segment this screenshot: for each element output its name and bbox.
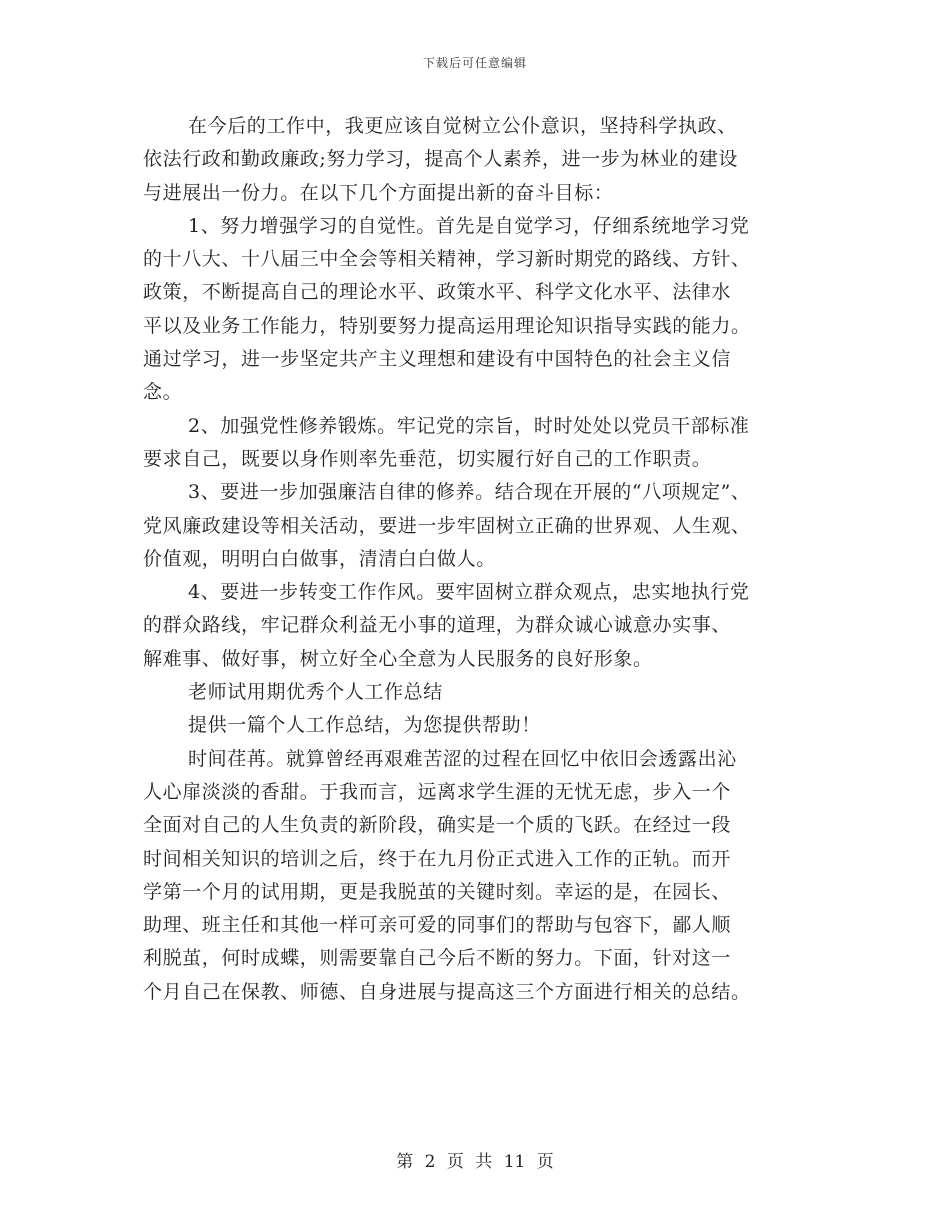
text-line: 政策，不断提高自己的理论水平、政策水平、科学文化水平、法律水 xyxy=(143,281,732,304)
text-line: 利脱茧，何时成蝶，则需要靠自己今后不断的努力。下面，针对这一 xyxy=(143,947,732,970)
text-line: 1、努力增强学习的自觉性。首先是自觉学习，仔细系统地学习党 xyxy=(188,214,750,237)
page-footer xyxy=(0,1147,950,1172)
text-line: 的十八大、十八届三中全会等相关精神，学习新时期党的路线、方针、 xyxy=(143,248,751,271)
text-line: 的群众路线，牢记群众利益无小事的道理，为群众诚心诚意办实事、 xyxy=(143,614,732,637)
section-title: 老师试用期优秀个人工作总结 xyxy=(188,681,443,704)
text-line: 价值观，明明白白做事，清清白白做人。 xyxy=(143,547,496,570)
text-line: 时间相关知识的培训之后，终于在九月份正式进入工作的正轨。而开 xyxy=(143,847,732,870)
text-line: 时间荏苒。就算曾经再艰难苦涩的过程在回忆中依旧会透露出沁 xyxy=(188,747,737,770)
text-line: 在今后的工作中，我更应该自觉树立公仆意识，坚持科学执政、 xyxy=(188,115,737,137)
text-line: 4、要进一步转变工作作风。要牢固树立群众观点，忠实地执行党 xyxy=(188,581,750,604)
footer-total-word: 共 xyxy=(475,1152,493,1172)
text-line: 全面对自己的人生负责的新阶段，确实是一个质的飞跃。在经过一段 xyxy=(143,814,732,837)
text-line: 与进展出一份力。在以下几个方面提出新的奋斗目标： xyxy=(143,181,614,204)
text-line: 解难事、做好事，树立好全心全意为人民服务的良好形象。 xyxy=(143,647,653,670)
text-line: 个月自己在保教、师德、自身进展与提高这三个方面进行相关的总结。 xyxy=(143,980,751,1003)
text-line: 通过学习，进一步坚定共产主义理想和建设有中国特色的社会主义信 xyxy=(143,348,732,371)
current-page-number: 2 xyxy=(424,1152,436,1172)
text-line: 要求自己，既要以身作则率先垂范，切实履行好自己的工作职责。 xyxy=(143,447,712,470)
text-line: 依法行政和勤政廉政;努力学习，提高个人素养，进一步为林业的建设 xyxy=(143,148,739,171)
text-line: 学第一个月的试用期，更是我脱茧的关键时刻。幸运的是，在园长、 xyxy=(143,880,732,903)
header-note: 下载后可任意编辑 xyxy=(422,56,527,70)
footer-suffix: 页 xyxy=(536,1152,554,1172)
document-body xyxy=(143,110,823,1009)
text-line: 助理、班主任和其他一样可亲可爱的同事们的帮助与包容下，鄙人顺 xyxy=(143,914,732,937)
text-line: 念。 xyxy=(143,381,183,404)
footer-page-word: 页 xyxy=(446,1152,464,1172)
text-line: 人心扉淡淡的香甜。于我而言，远离求学生涯的无忧无虑，步入一个 xyxy=(143,780,732,803)
text-line: 3、要进一步加强廉洁自律的修养。结合现在开展的“八项规定”、 xyxy=(188,481,751,504)
total-page-count: 11 xyxy=(503,1152,526,1172)
text-line: 党风廉政建设等相关活动，要进一步牢固树立正确的世界观、人生观、 xyxy=(143,514,751,537)
text-line: 2、加强党性修养锻炼。牢记党的宗旨，时时处处以党员干部标准 xyxy=(188,414,750,437)
text-line: 提供一篇个人工作总结，为您提供帮助！ xyxy=(188,714,541,737)
footer-prefix: 第 xyxy=(396,1152,414,1172)
text-line: 平以及业务工作能力，特别要努力提高运用理论知识指导实践的能力。 xyxy=(143,314,751,337)
